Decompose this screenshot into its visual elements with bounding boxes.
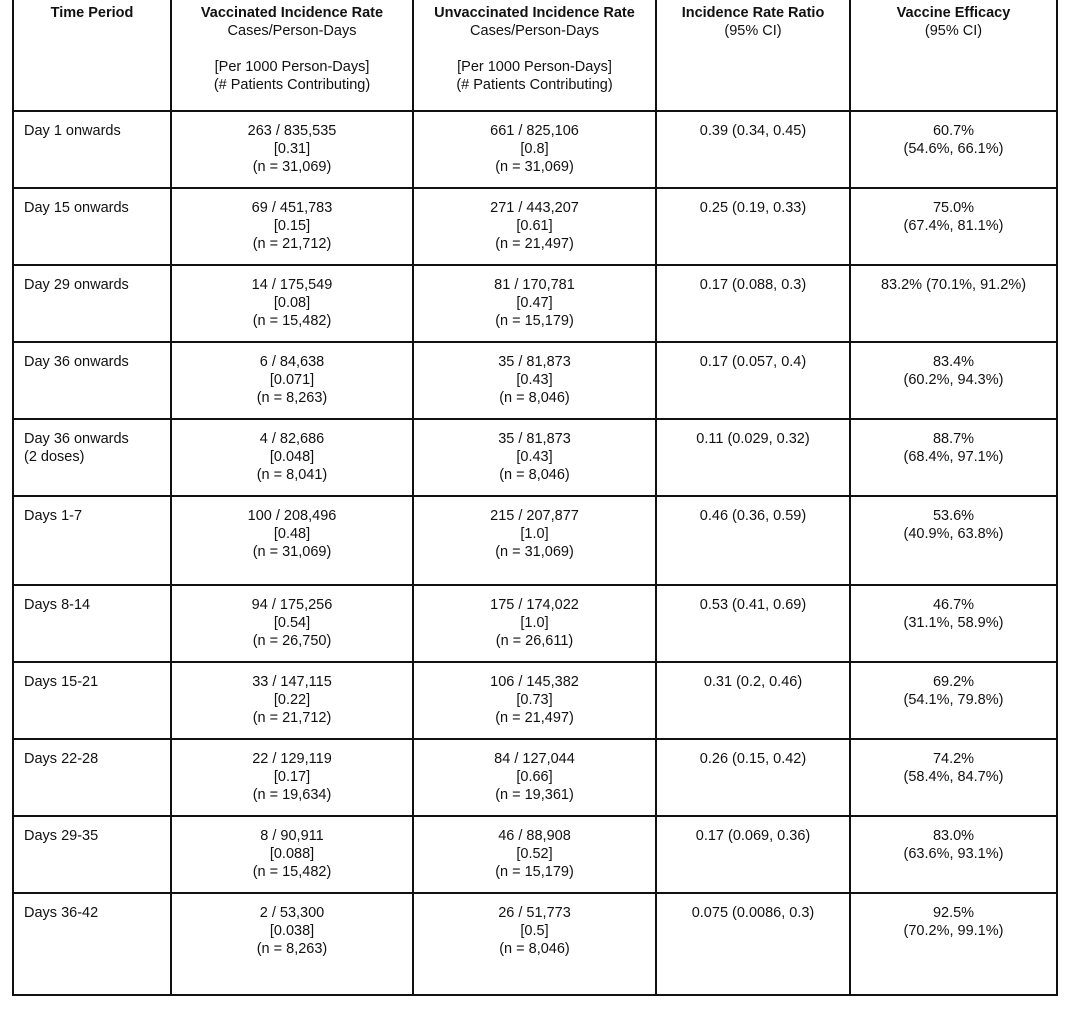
vaccinated-rate-cell-line: 94 / 175,256 xyxy=(251,597,333,613)
incidence-rate-ratio-cell-text: 0.53 (0.41, 0.69) xyxy=(699,597,807,613)
vaccine-efficacy-cell xyxy=(850,419,1057,496)
time-period-cell-line: Day 29 onwards xyxy=(24,277,129,293)
incidence-rate-ratio-cell xyxy=(656,739,850,816)
time-period-cell-line: Day 15 onwards xyxy=(24,200,129,216)
unvaccinated-rate-cell-line: [0.5] xyxy=(520,923,549,939)
unvaccinated-rate-cell-line: [0.66] xyxy=(516,769,553,785)
incidence-rate-ratio-cell-text: 0.17 (0.069, 0.36) xyxy=(695,828,811,844)
header-ve-title: Vaccine Efficacy xyxy=(896,5,1011,21)
time-period-cell xyxy=(13,816,171,893)
vaccine-efficacy-cell xyxy=(850,188,1057,265)
unvaccinated-rate-cell xyxy=(413,816,656,893)
vaccine-efficacy-cell-line: 83.2% (70.1%, 91.2%) xyxy=(880,277,1027,293)
vaccinated-rate-cell-line: 8 / 90,911 xyxy=(260,828,324,844)
time-period-cell xyxy=(13,419,171,496)
table-header xyxy=(13,0,1057,111)
vaccinated-rate-cell-line: 263 / 835,535 xyxy=(247,123,337,139)
vaccinated-rate-cell xyxy=(171,419,413,496)
table-row xyxy=(13,662,1057,739)
header-unvaccinated-title: Unvaccinated Incidence Rate xyxy=(434,5,635,21)
unvaccinated-rate-cell-line: 35 / 81,873 xyxy=(498,354,571,370)
vaccine-efficacy-cell xyxy=(850,816,1057,893)
vaccinated-rate-cell-line: [0.048] xyxy=(269,449,315,465)
vaccine-efficacy-cell xyxy=(850,342,1057,419)
time-period-cell xyxy=(13,585,171,662)
vaccinated-rate-cell-line: [0.15] xyxy=(273,218,311,234)
vaccinated-rate-cell xyxy=(171,816,413,893)
header-ve-sub1: (95% CI) xyxy=(924,23,983,39)
unvaccinated-rate-cell-line: [0.52] xyxy=(516,846,553,862)
table-body xyxy=(13,111,1057,995)
unvaccinated-rate-cell-line: 81 / 170,781 xyxy=(494,277,575,293)
vaccinated-rate-cell-line: 2 / 53,300 xyxy=(259,905,325,921)
unvaccinated-rate-cell xyxy=(413,585,656,662)
unvaccinated-rate-cell-line: 46 / 88,908 xyxy=(498,828,571,844)
header-irr-title: Incidence Rate Ratio xyxy=(681,5,825,21)
vaccine-efficacy-cell xyxy=(850,265,1057,342)
vaccinated-rate-cell-line: [0.31] xyxy=(273,141,311,157)
incidence-rate-ratio-cell xyxy=(656,893,850,995)
time-period-cell xyxy=(13,265,171,342)
incidence-rate-ratio-cell xyxy=(656,585,850,662)
time-period-cell-line: Day 1 onwards xyxy=(24,123,121,139)
header-vaccinated-sub3: (# Patients Contributing) xyxy=(213,77,371,93)
unvaccinated-rate-cell-line: (n = 15,179) xyxy=(495,313,574,329)
vaccinated-rate-cell-line: [0.038] xyxy=(269,923,315,939)
vaccine-efficacy-cell xyxy=(850,111,1057,188)
vaccine-efficacy-cell-line: 60.7% xyxy=(932,123,975,139)
table-row xyxy=(13,739,1057,816)
incidence-rate-ratio-cell-text: 0.46 (0.36, 0.59) xyxy=(699,508,807,524)
unvaccinated-rate-cell-line: (n = 26,611) xyxy=(495,633,574,649)
unvaccinated-rate-cell-line: (n = 31,069) xyxy=(495,544,574,560)
incidence-rate-ratio-cell xyxy=(656,662,850,739)
unvaccinated-rate-cell-line: [0.61] xyxy=(516,218,553,234)
vaccinated-rate-cell-line: [0.54] xyxy=(273,615,311,631)
header-unvaccinated-rate xyxy=(413,0,656,111)
unvaccinated-rate-cell-line: (n = 31,069) xyxy=(495,159,574,175)
vaccine-efficacy-cell-line: (60.2%, 94.3%) xyxy=(903,372,1004,388)
vaccine-efficacy-cell xyxy=(850,739,1057,816)
vaccine-efficacy-cell-line: 75.0% xyxy=(932,200,975,216)
header-vaccinated-title: Vaccinated Incidence Rate xyxy=(200,5,384,21)
vaccinated-rate-cell-line: [0.22] xyxy=(273,692,311,708)
unvaccinated-rate-cell xyxy=(413,739,656,816)
vaccinated-rate-cell-line: (n = 26,750) xyxy=(252,633,332,649)
vaccinated-rate-cell-line: 22 / 129,119 xyxy=(252,751,332,767)
unvaccinated-rate-cell-line: 26 / 51,773 xyxy=(498,905,571,921)
unvaccinated-rate-cell xyxy=(413,342,656,419)
unvaccinated-rate-cell-line: [1.0] xyxy=(520,615,549,631)
unvaccinated-rate-cell-line: 661 / 825,106 xyxy=(490,123,579,139)
vaccinated-rate-cell-line: (n = 8,263) xyxy=(256,941,328,957)
vaccine-efficacy-cell-line: (58.4%, 84.7%) xyxy=(903,769,1004,785)
vaccinated-rate-cell xyxy=(171,496,413,585)
time-period-cell-line: Days 29-35 xyxy=(24,828,99,844)
time-period-cell-line: Days 8-14 xyxy=(24,597,91,613)
table-row xyxy=(13,419,1057,496)
unvaccinated-rate-cell xyxy=(413,419,656,496)
vaccine-efficacy-cell-line: 69.2% xyxy=(932,674,975,690)
vaccinated-rate-cell xyxy=(171,342,413,419)
header-irr-sub1: (95% CI) xyxy=(724,23,782,39)
incidence-rate-ratio-cell-text: 0.17 (0.057, 0.4) xyxy=(699,354,807,370)
unvaccinated-rate-cell-line: (n = 8,046) xyxy=(499,467,570,483)
time-period-cell xyxy=(13,893,171,995)
vaccine-efficacy-cell-line: 83.4% xyxy=(932,354,975,370)
table-row xyxy=(13,111,1057,188)
incidence-rate-ratio-cell-text: 0.26 (0.15, 0.42) xyxy=(699,751,807,767)
incidence-rate-ratio-cell xyxy=(656,496,850,585)
vaccinated-rate-cell xyxy=(171,111,413,188)
vaccinated-rate-cell-line: 6 / 84,638 xyxy=(259,354,325,370)
table-row xyxy=(13,816,1057,893)
vaccinated-rate-cell xyxy=(171,739,413,816)
time-period-cell-line: Day 36 onwards xyxy=(24,431,129,447)
vaccinated-rate-cell-line: (n = 31,069) xyxy=(252,544,332,560)
header-unvaccinated-sub3: (# Patients Contributing) xyxy=(456,77,613,93)
vaccine-efficacy-cell-line: (63.6%, 93.1%) xyxy=(903,846,1004,862)
header-vaccine-efficacy xyxy=(850,0,1057,111)
time-period-cell-line: Days 1-7 xyxy=(24,508,83,524)
header-vaccinated-sub1: Cases/Person-Days xyxy=(227,23,357,39)
unvaccinated-rate-cell xyxy=(413,188,656,265)
vaccinated-rate-cell-line: 4 / 82,686 xyxy=(259,431,325,447)
vaccine-efficacy-table xyxy=(12,0,1058,996)
header-row xyxy=(13,0,1057,111)
header-unvaccinated-sub2: [Per 1000 Person-Days] xyxy=(457,59,612,75)
table-row xyxy=(13,496,1057,585)
vaccinated-rate-cell-line: [0.48] xyxy=(273,526,311,542)
incidence-rate-ratio-cell xyxy=(656,111,850,188)
incidence-rate-ratio-cell-text: 0.17 (0.088, 0.3) xyxy=(699,277,807,293)
vaccinated-rate-cell-line: (n = 15,482) xyxy=(252,313,332,329)
vaccine-efficacy-cell-line: (31.1%, 58.9%) xyxy=(903,615,1004,631)
time-period-cell-line: Days 22-28 xyxy=(24,751,99,767)
header-unvaccinated-sub1: Cases/Person-Days xyxy=(470,23,599,39)
incidence-table-container xyxy=(12,0,1056,996)
unvaccinated-rate-cell-line: [0.47] xyxy=(516,295,553,311)
vaccinated-rate-cell xyxy=(171,662,413,739)
vaccine-efficacy-cell xyxy=(850,496,1057,585)
vaccinated-rate-cell xyxy=(171,265,413,342)
table-row xyxy=(13,893,1057,995)
header-incidence-rate-ratio xyxy=(656,0,850,111)
vaccinated-rate-cell-line: (n = 15,482) xyxy=(252,864,332,880)
header-time-period-title: Time Period xyxy=(50,5,134,21)
time-period-cell xyxy=(13,188,171,265)
vaccine-efficacy-cell xyxy=(850,893,1057,995)
unvaccinated-rate-cell-line: 35 / 81,873 xyxy=(498,431,571,447)
vaccinated-rate-cell-line: 14 / 175,549 xyxy=(251,277,333,293)
vaccine-efficacy-cell-line: (54.1%, 79.8%) xyxy=(903,692,1004,708)
unvaccinated-rate-cell-line: 84 / 127,044 xyxy=(494,751,575,767)
vaccinated-rate-cell-line: 33 / 147,115 xyxy=(252,674,332,690)
table-row xyxy=(13,265,1057,342)
time-period-cell-line: Days 15-21 xyxy=(24,674,99,690)
vaccinated-rate-cell-line: [0.088] xyxy=(269,846,315,862)
incidence-rate-ratio-cell-text: 0.39 (0.34, 0.45) xyxy=(699,123,807,139)
unvaccinated-rate-cell-line: (n = 21,497) xyxy=(495,710,574,726)
time-period-cell xyxy=(13,739,171,816)
vaccine-efficacy-cell-line: 88.7% xyxy=(932,431,975,447)
table-row xyxy=(13,342,1057,419)
vaccinated-rate-cell-line: (n = 21,712) xyxy=(252,236,332,252)
vaccine-efficacy-cell-line: 46.7% xyxy=(932,597,975,613)
unvaccinated-rate-cell xyxy=(413,265,656,342)
vaccine-efficacy-cell xyxy=(850,662,1057,739)
vaccine-efficacy-cell-line: (67.4%, 81.1%) xyxy=(903,218,1004,234)
unvaccinated-rate-cell-line: (n = 8,046) xyxy=(499,390,570,406)
vaccine-efficacy-cell-line: 53.6% xyxy=(932,508,975,524)
unvaccinated-rate-cell-line: [1.0] xyxy=(520,526,549,542)
vaccinated-rate-cell-line: [0.17] xyxy=(273,769,311,785)
header-time-period xyxy=(13,0,171,111)
time-period-cell xyxy=(13,342,171,419)
vaccinated-rate-cell xyxy=(171,585,413,662)
vaccine-efficacy-cell-line: (68.4%, 97.1%) xyxy=(903,449,1004,465)
vaccine-efficacy-cell-line: 83.0% xyxy=(932,828,975,844)
vaccinated-rate-cell-line: 100 / 208,496 xyxy=(247,508,337,524)
unvaccinated-rate-cell-line: (n = 15,179) xyxy=(495,864,574,880)
time-period-cell xyxy=(13,111,171,188)
unvaccinated-rate-cell-line: (n = 8,046) xyxy=(499,941,570,957)
vaccine-efficacy-cell-line: 92.5% xyxy=(932,905,975,921)
vaccinated-rate-cell-line: [0.08] xyxy=(273,295,311,311)
vaccinated-rate-cell-line: (n = 8,263) xyxy=(256,390,328,406)
incidence-rate-ratio-cell xyxy=(656,188,850,265)
unvaccinated-rate-cell-line: 271 / 443,207 xyxy=(490,200,579,216)
vaccine-efficacy-cell-line: (54.6%, 66.1%) xyxy=(903,141,1004,157)
vaccinated-rate-cell-line: (n = 8,041) xyxy=(256,467,328,483)
unvaccinated-rate-cell-line: (n = 21,497) xyxy=(495,236,574,252)
vaccinated-rate-cell-line: (n = 19,634) xyxy=(252,787,332,803)
incidence-rate-ratio-cell-text: 0.075 (0.0086, 0.3) xyxy=(691,905,815,921)
unvaccinated-rate-cell-line: [0.73] xyxy=(516,692,553,708)
time-period-cell-line: Day 36 onwards xyxy=(24,354,129,370)
unvaccinated-rate-cell xyxy=(413,893,656,995)
time-period-cell-line: Days 36-42 xyxy=(24,905,99,921)
vaccinated-rate-cell-line: [0.071] xyxy=(269,372,315,388)
incidence-rate-ratio-cell-text: 0.25 (0.19, 0.33) xyxy=(699,200,807,216)
unvaccinated-rate-cell-line: (n = 19,361) xyxy=(495,787,574,803)
incidence-rate-ratio-cell-text: 0.31 (0.2, 0.46) xyxy=(703,674,803,690)
unvaccinated-rate-cell-line: 175 / 174,022 xyxy=(490,597,579,613)
unvaccinated-rate-cell-line: [0.43] xyxy=(516,449,553,465)
time-period-cell xyxy=(13,496,171,585)
time-period-cell xyxy=(13,662,171,739)
unvaccinated-rate-cell-line: 215 / 207,877 xyxy=(490,508,579,524)
vaccine-efficacy-cell-line: (40.9%, 63.8%) xyxy=(903,526,1004,542)
vaccine-efficacy-cell-line: 74.2% xyxy=(932,751,975,767)
incidence-rate-ratio-cell xyxy=(656,419,850,496)
unvaccinated-rate-cell xyxy=(413,662,656,739)
unvaccinated-rate-cell xyxy=(413,111,656,188)
table-row xyxy=(13,585,1057,662)
incidence-rate-ratio-cell-text: 0.11 (0.029, 0.32) xyxy=(696,431,810,447)
table-row xyxy=(13,188,1057,265)
header-vaccinated-rate xyxy=(171,0,413,111)
vaccine-efficacy-cell-line: (70.2%, 99.1%) xyxy=(903,923,1004,939)
header-vaccinated-sub2: [Per 1000 Person-Days] xyxy=(214,59,370,75)
vaccinated-rate-cell xyxy=(171,188,413,265)
vaccinated-rate-cell-line: 69 / 451,783 xyxy=(251,200,333,216)
vaccinated-rate-cell-line: (n = 31,069) xyxy=(252,159,332,175)
unvaccinated-rate-cell-line: [0.8] xyxy=(520,141,549,157)
incidence-rate-ratio-cell xyxy=(656,816,850,893)
vaccinated-rate-cell xyxy=(171,893,413,995)
vaccinated-rate-cell-line: (n = 21,712) xyxy=(252,710,332,726)
incidence-rate-ratio-cell xyxy=(656,265,850,342)
unvaccinated-rate-cell xyxy=(413,496,656,585)
unvaccinated-rate-cell-line: [0.43] xyxy=(516,372,553,388)
time-period-cell-line: (2 doses) xyxy=(24,449,85,465)
incidence-rate-ratio-cell xyxy=(656,342,850,419)
unvaccinated-rate-cell-line: 106 / 145,382 xyxy=(490,674,579,690)
vaccine-efficacy-cell xyxy=(850,585,1057,662)
